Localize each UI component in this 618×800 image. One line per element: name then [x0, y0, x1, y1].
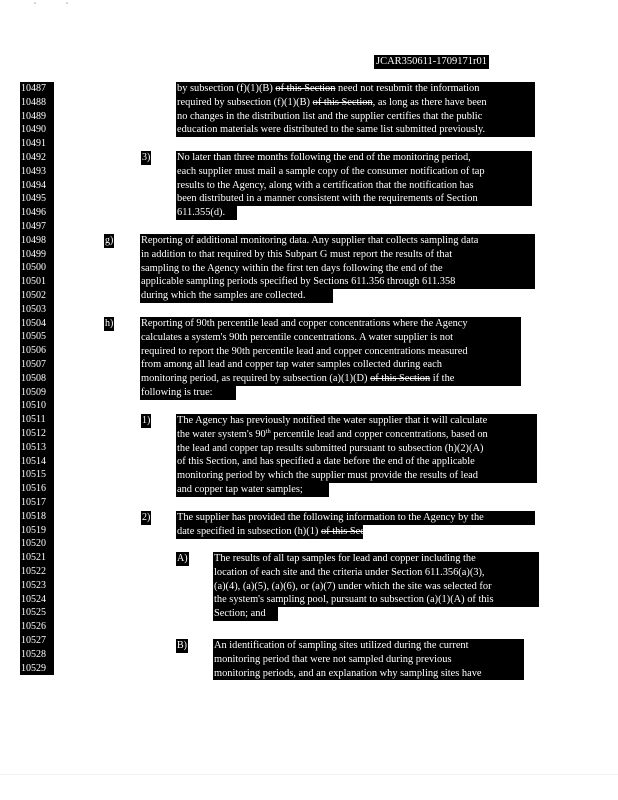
text-line: required by subsection (f)(1)(B) of this Section, as long as there have been	[176, 96, 535, 110]
line-number: 10503	[20, 303, 54, 317]
list-label-A: A)	[177, 553, 188, 564]
line-number: 10501	[20, 275, 54, 289]
text-line: The Agency has previously notified the water supplier that it will calculate	[176, 414, 537, 428]
text-line: each supplier must mail a sample copy of the consumer notification of tap	[176, 165, 532, 179]
line-number: 10492	[20, 151, 54, 165]
line-number: 10508	[20, 372, 54, 386]
line-number: 10522	[20, 565, 54, 579]
text-line: (a)(4), (a)(5), (a)(6), or (a)(7) under which the site was selected for	[213, 580, 539, 594]
line-number: 10497	[20, 220, 54, 234]
text-line: applicable sampling periods specified by Sections 611.356 through 611.358	[140, 275, 535, 289]
line-number: 10505	[20, 330, 54, 344]
text-line: No later than three months following the end of the monitoring period,	[176, 151, 532, 165]
text-line: An identification of sampling sites utilized during the current	[213, 639, 524, 653]
page-header-citation: JCAR350611-1709171r01	[376, 56, 488, 67]
text-line: during which the samples are collected.	[140, 289, 333, 303]
line-number: 10499	[20, 248, 54, 262]
text-line: monitoring period by which the supplier must provide the results of lead	[176, 469, 537, 483]
line-number: 10516	[20, 482, 54, 496]
line-number: 10513	[20, 441, 54, 455]
list-label-B: B)	[177, 640, 187, 651]
line-number: 10521	[20, 551, 54, 565]
line-number: 10523	[20, 579, 54, 593]
list-label-g: g)	[105, 235, 114, 246]
line-number: 10527	[20, 634, 54, 648]
line-number: 10524	[20, 593, 54, 607]
line-number: 10526	[20, 620, 54, 634]
line-number: 10488	[20, 96, 54, 110]
line-number: 10494	[20, 179, 54, 193]
line-number: 10507	[20, 358, 54, 372]
page-bottom-rule	[0, 774, 618, 775]
text-line: results to the Agency, along with a certification that the notification has	[176, 179, 532, 193]
scan-speck	[66, 2, 68, 4]
line-number: 10502	[20, 289, 54, 303]
text-line: and copper tap water samples;	[176, 483, 329, 497]
scan-speck	[34, 2, 36, 4]
line-number: 10528	[20, 648, 54, 662]
line-number: 10498	[20, 234, 54, 248]
line-number: 10520	[20, 537, 54, 551]
line-number: 10496	[20, 206, 54, 220]
line-number: 10493	[20, 165, 54, 179]
line-number: 10504	[20, 317, 54, 331]
line-number: 10506	[20, 344, 54, 358]
text-line: date specified in subsection (h)(1) of this Section:	[177, 525, 384, 537]
text-line: the lead and copper tap results submitted pursuant to subsection (h)(2)(A)	[176, 442, 537, 456]
line-number: 10510	[20, 399, 54, 413]
text-line: from among all lead and copper tap water samples collected during each	[140, 358, 521, 372]
line-number: 10529	[20, 662, 54, 676]
line-number: 10500	[20, 261, 54, 275]
text-line: in addition to that required by this Subpart G must report the results of that	[140, 248, 535, 262]
text-line: the water system's 90th percentile lead and copper concentrations, based on	[176, 428, 537, 442]
line-number: 10511	[20, 413, 54, 427]
line-number: 10495	[20, 192, 54, 206]
text-line: Reporting of 90th percentile lead and copper concentrations where the Agency	[140, 317, 521, 331]
list-label-2: 2)	[142, 512, 151, 523]
text-line: by subsection (f)(1)(B) of this Section need not resubmit the information	[176, 82, 535, 96]
text-line: of this Section, and has specified a date before the end of the applicable	[176, 455, 537, 469]
text-line: been distributed in a manner consistent with the requirements of Section	[176, 192, 532, 206]
line-number: 10514	[20, 455, 54, 469]
text-line: following is true:	[140, 386, 236, 400]
line-number: 10490	[20, 123, 54, 137]
text-line: calculates a system's 90th percentile concentrations. A water supplier is not	[140, 331, 521, 345]
text-line: monitoring periods, and an explanation why sampling sites have	[213, 667, 524, 681]
text-line: The supplier has provided the following information to the Agency by the	[176, 511, 535, 525]
line-number: 10512	[20, 427, 54, 441]
line-number: 10525	[20, 606, 54, 620]
line-number: 10515	[20, 468, 54, 482]
text-line: education materials were distributed to the same list submitted previously.	[176, 123, 535, 137]
text-line: required to report the 90th percentile lead and copper concentrations measured	[140, 345, 521, 359]
text-line: location of each site and the criteria under Section 611.356(a)(3),	[213, 566, 539, 580]
list-label-3: 3)	[142, 152, 151, 163]
line-number: 10509	[20, 386, 54, 400]
line-number: 10519	[20, 524, 54, 538]
text-line: Reporting of additional monitoring data. Any supplier that collects sampling data	[140, 234, 535, 248]
text-line: Section; and	[213, 607, 278, 621]
text-line: monitoring period that were not sampled during previous	[213, 653, 524, 667]
line-number: 10489	[20, 110, 54, 124]
line-number: 10487	[20, 82, 54, 96]
text-line: The results of all tap samples for lead and copper including the	[213, 552, 539, 566]
line-number: 10517	[20, 496, 54, 510]
text-line: 611.355(d).	[176, 206, 237, 220]
list-label-1: 1)	[142, 415, 151, 426]
line-number: 10518	[20, 510, 54, 524]
text-line: sampling to the Agency within the first ten days following the end of the	[140, 262, 535, 276]
text-line: monitoring period, as required by subsection (a)(1)(D) of this Section if the	[140, 372, 521, 386]
line-number: 10491	[20, 137, 54, 151]
list-label-h: h)	[105, 318, 114, 329]
text-line: the system's sampling pool, pursuant to subsection (a)(1)(A) of this	[213, 593, 539, 607]
text-line: no changes in the distribution list and the supplier certifies that the public	[176, 110, 535, 124]
